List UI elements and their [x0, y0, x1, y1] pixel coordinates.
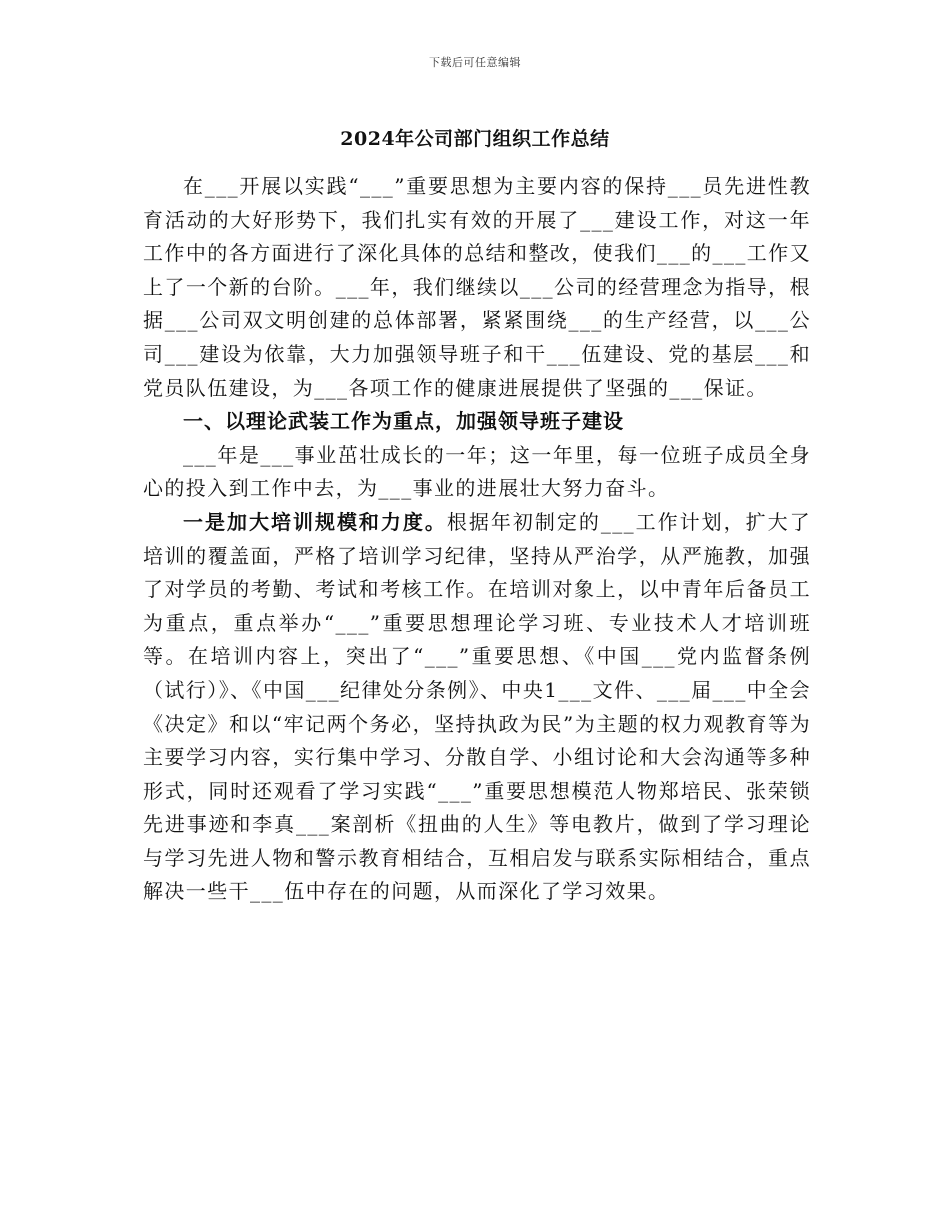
section-1-paragraph-2 — [143, 506, 811, 909]
section-1-paragraph-1: ___年是___事业茁壮成长的一年；这一年里，每一位班子成员全身心的投入到工作中去，为___事业的进展壮大努力奋斗。 — [143, 442, 811, 501]
section-1-heading: 一、以理论武装工作为重点，加强领导班子建设 — [183, 409, 624, 434]
document-body — [143, 170, 811, 909]
document-title: 2024年公司部门组织工作总结 — [340, 128, 610, 150]
paragraph-lead-phrase: 一是加大培训规模和力度。 — [183, 509, 447, 534]
header-note: 下载后可任意编辑 — [429, 56, 521, 69]
paragraph-body-text: 根据年初制定的___工作计划，扩大了培训的覆盖面，严格了培训学习纪律，坚持从严治学，从严施教，加强了对学员的考勤、考试和考核工作。在培训对象上，以中青年后备员工为重点，重点举办“___”重要思想理论学习班、专业技术人才培训班等。在培训内容上，突出了“___”重要思想、《中国___党内监督条例（试行）》、《中国___纪律处分条例》、中央1___文件、___届___中全会《决定》和以“牢记两个务必，坚持执政为民”为主题的权力观教育等为主要学习内容，实行集中学习、分散自学、小组讨论和大会沟通等多种形式，同时还观看了学习实践“___”重要思想模范人物郑培民、张荣锁先进事迹和李真___案剖析《扭曲的人生》等电教片，做到了学习理论与学习先进人物和警示教育相结合，互相启发与联系实际相结合，重点解决一些干___伍中存在的问题，从而深化了学习效果。 — [143, 509, 811, 904]
intro-paragraph: 在___开展以实践“___”重要思想为主要内容的保持___员先进性教育活动的大好形势下，我们扎实有效的开展了___建设工作，对这一年工作中的各方面进行了深化具体的总结和整改，使我们___的___工作又上了一个新的台阶。___年，我们继续以___公司的经营理念为指导，根据___公司双文明创建的总体部署，紧紧围绕___的生产经营，以___公司___建设为依靠，大力加强领导班子和干___伍建设、党的基层___和党员队伍建设，为___各项工作的健康进展提供了坚强的___保证。 — [143, 174, 811, 400]
